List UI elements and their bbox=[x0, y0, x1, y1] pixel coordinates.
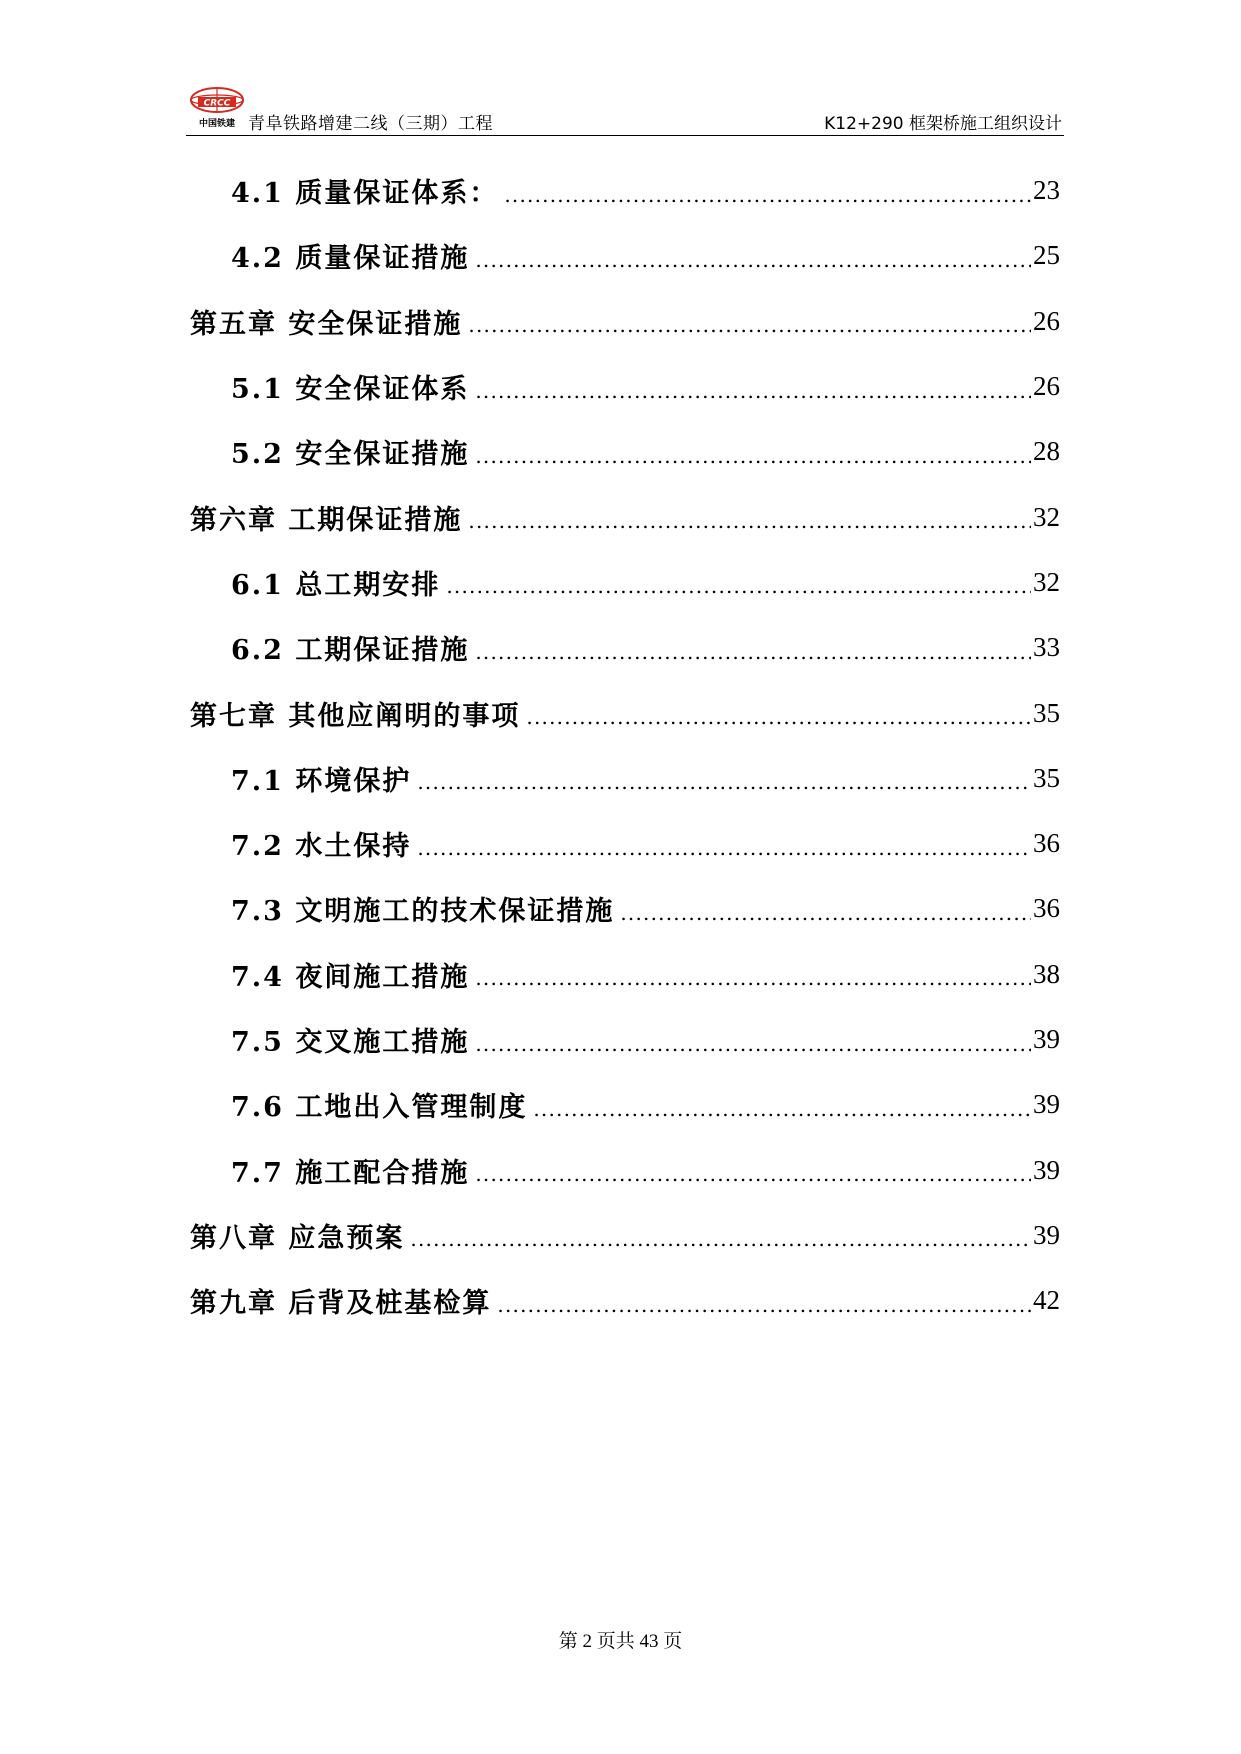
toc-entry[interactable] bbox=[190, 158, 1060, 223]
document-title: K12+290 框架桥施工组织设计 bbox=[824, 114, 1062, 134]
toc-entry-label: 7.3 文明施工的技术保证措施 bbox=[231, 896, 615, 928]
toc-entry-label: 第九章 后背及桩基检算 bbox=[190, 1288, 492, 1320]
page-header bbox=[186, 86, 1064, 138]
toc-entry[interactable] bbox=[190, 550, 1060, 615]
toc-leader-dots bbox=[475, 379, 1031, 403]
toc-entry-label: 7.7 施工配合措施 bbox=[231, 1157, 470, 1189]
toc-entry-label: 5.1 安全保证体系 bbox=[231, 374, 470, 406]
toc-entry-page: 38 bbox=[1033, 958, 1060, 989]
toc-leader-dots bbox=[446, 574, 1031, 598]
toc-entry-page: 23 bbox=[1033, 175, 1060, 206]
toc-entry[interactable] bbox=[190, 1137, 1060, 1202]
toc-entry-page: 39 bbox=[1033, 1089, 1060, 1120]
toc-leader-dots bbox=[475, 1162, 1031, 1186]
toc-entry[interactable] bbox=[190, 746, 1060, 811]
toc-entry-page: 39 bbox=[1033, 1024, 1060, 1054]
toc-entry-page: 26 bbox=[1033, 305, 1060, 336]
toc-entry[interactable] bbox=[190, 942, 1060, 1007]
toc-entry[interactable] bbox=[190, 876, 1060, 941]
toc-leader-dots bbox=[475, 248, 1031, 272]
project-title: 青阜铁路增建二线（三期）工程 bbox=[248, 114, 493, 134]
toc-entry-label: 5.2 安全保证措施 bbox=[231, 439, 470, 471]
toc-entry-page: 32 bbox=[1033, 566, 1060, 597]
toc-leader-dots bbox=[468, 509, 1031, 533]
toc-entry-label: 第七章 其他应阐明的事项 bbox=[190, 700, 521, 732]
toc-entry-label: 4.2 质量保证措施 bbox=[231, 243, 470, 275]
toc-leader-dots bbox=[620, 901, 1031, 925]
toc-entry-page: 39 bbox=[1033, 1154, 1060, 1185]
toc-entry[interactable] bbox=[190, 680, 1060, 745]
toc-entry-label: 第八章 应急预案 bbox=[190, 1222, 405, 1254]
toc-entry-label: 7.5 交叉施工措施 bbox=[231, 1027, 470, 1058]
toc-entry-label: 7.4 夜间施工措施 bbox=[231, 961, 470, 993]
toc-entry-label: 第六章 工期保证措施 bbox=[190, 504, 463, 536]
toc-entry[interactable] bbox=[190, 1268, 1060, 1333]
toc-entry-page: 33 bbox=[1033, 632, 1060, 663]
toc-leader-dots bbox=[475, 444, 1031, 468]
crcc-logo bbox=[186, 86, 248, 132]
toc-leader-dots bbox=[475, 966, 1031, 990]
toc-entry[interactable] bbox=[190, 289, 1060, 354]
toc-leader-dots bbox=[475, 1032, 1031, 1056]
toc-entry-page: 35 bbox=[1033, 762, 1060, 793]
toc-entry-page: 32 bbox=[1033, 501, 1060, 532]
toc-entry[interactable] bbox=[190, 419, 1060, 484]
toc-entry-page: 25 bbox=[1033, 240, 1060, 271]
toc-leader-dots bbox=[497, 1293, 1031, 1317]
toc-leader-dots bbox=[504, 183, 1031, 207]
toc-entry-page: 36 bbox=[1033, 828, 1060, 859]
toc-entry-page: 28 bbox=[1033, 436, 1060, 467]
toc-leader-dots bbox=[475, 640, 1031, 664]
toc-entry-page: 39 bbox=[1033, 1219, 1060, 1250]
logo-letters: CRCC bbox=[203, 98, 231, 109]
toc-entry-label: 4.1 质量保证体系： bbox=[231, 178, 499, 210]
page-number: 第 2 页共 43 页 bbox=[558, 1631, 683, 1652]
toc-entry[interactable] bbox=[190, 484, 1060, 549]
toc-entry[interactable] bbox=[190, 354, 1060, 419]
toc-entry[interactable] bbox=[190, 615, 1060, 680]
toc-entry-label: 6.1 总工期安排 bbox=[231, 569, 441, 601]
toc-entry-label: 6.2 工期保证措施 bbox=[231, 635, 470, 667]
toc-entry-page: 26 bbox=[1033, 371, 1060, 402]
toc-entry-page: 42 bbox=[1033, 1285, 1060, 1316]
toc-entry-label: 7.6 工地出入管理制度 bbox=[231, 1092, 528, 1124]
toc-leader-dots bbox=[417, 770, 1031, 794]
toc-entry[interactable] bbox=[190, 1007, 1060, 1072]
header-divider bbox=[186, 135, 1064, 136]
toc-leader-dots bbox=[417, 836, 1031, 860]
toc-leader-dots bbox=[410, 1227, 1031, 1251]
toc-entry-label: 7.1 环境保护 bbox=[231, 765, 412, 797]
toc-entry-label: 第五章 安全保证措施 bbox=[190, 308, 463, 340]
toc-entry[interactable] bbox=[190, 223, 1060, 288]
toc-entry[interactable] bbox=[190, 811, 1060, 876]
toc-entry-page: 35 bbox=[1033, 697, 1060, 728]
logo-caption: 中国铁建 bbox=[198, 119, 236, 129]
toc-entry[interactable] bbox=[190, 1072, 1060, 1137]
toc-leader-dots bbox=[533, 1097, 1031, 1121]
toc-leader-dots bbox=[526, 705, 1031, 729]
toc-entry-page: 36 bbox=[1033, 893, 1060, 924]
table-of-contents bbox=[190, 158, 1060, 1333]
toc-entry-label: 7.2 水土保持 bbox=[231, 831, 412, 863]
toc-leader-dots bbox=[468, 313, 1031, 337]
toc-entry[interactable] bbox=[190, 1203, 1060, 1268]
